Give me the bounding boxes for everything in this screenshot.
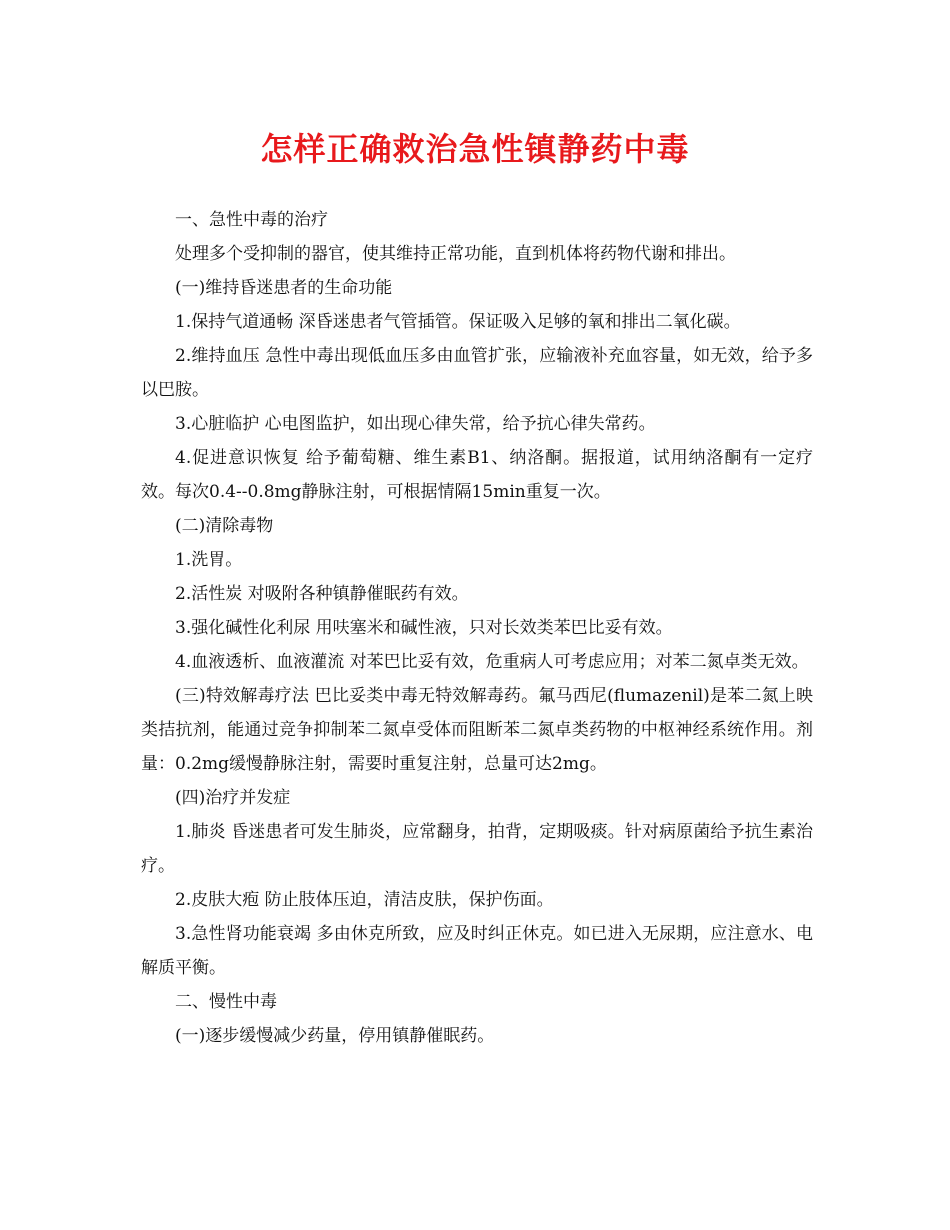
list-item: 2.皮肤大疱 防止肢体压迫，清洁皮肤，保护伤面。	[175, 890, 554, 910]
subsection-heading: (一)逐步缓慢减少药量，停用镇静催眠药。	[175, 1026, 495, 1046]
document-title: 怎样正确救治急性镇静药中毒	[260, 130, 690, 168]
subsection-heading: (一)维持昏迷患者的生命功能	[175, 278, 393, 298]
list-item: 4.血液透析、血液灌流 对苯巴比妥有效，危重病人可考虑应用；对苯二氮卓类无效。	[175, 652, 809, 672]
list-item: 2.维持血压 急性中毒出现低血压多由血管扩张，应输液补充血容量，如无效，给予多以巴胺。	[141, 346, 813, 400]
list-item: 4.促进意识恢复 给予葡萄糖、维生素B1、纳洛酮。据报道，试用纳洛酮有一定疗效。每次0.4--0.8mg静脉注射，可根据情隔15min重复一次。	[141, 448, 813, 502]
list-item: 1.洗胃。	[175, 550, 243, 570]
document-body	[141, 203, 813, 1053]
list-item: 1.肺炎 昏迷患者可发生肺炎，应常翻身，拍背，定期吸痰。针对病原菌给予抗生素治疗。	[141, 822, 813, 876]
list-item: 3.心脏临护 心电图监护，如出现心律失常，给予抗心律失常药。	[175, 414, 656, 434]
subsection-heading: (二)清除毒物	[175, 516, 274, 536]
subsection-heading: (四)治疗并发症	[175, 788, 291, 808]
subsection-paragraph: (三)特效解毒疗法 巴比妥类中毒无特效解毒药。氟马西尼(flumazenil)是苯二氮上映类拮抗剂，能通过竞争抑制苯二氮卓受体而阻断苯二氮卓类药物的中枢神经系统作用。剂量：0.2mg缓慢静脉注射，需要时重复注射，总量可达2mg。	[141, 686, 813, 774]
list-item: 1.保持气道通畅 深昏迷患者气管插管。保证吸入足够的氧和排出二氧化碳。	[175, 312, 741, 332]
list-item: 3.强化碱性化利尿 用呋塞米和碱性液，只对长效类苯巴比妥有效。	[175, 618, 673, 638]
section-heading-chronic: 二、慢性中毒	[175, 992, 277, 1012]
paragraph: 处理多个受抑制的器官，使其维持正常功能，直到机体将药物代谢和排出。	[175, 244, 736, 264]
section-heading-acute: 一、急性中毒的治疗	[175, 210, 328, 230]
list-item: 3.急性肾功能衰竭 多由休克所致，应及时纠正休克。如已进入无尿期，应注意水、电解质平衡。	[141, 924, 813, 978]
list-item: 2.活性炭 对吸附各种镇静催眠药有效。	[175, 584, 469, 604]
